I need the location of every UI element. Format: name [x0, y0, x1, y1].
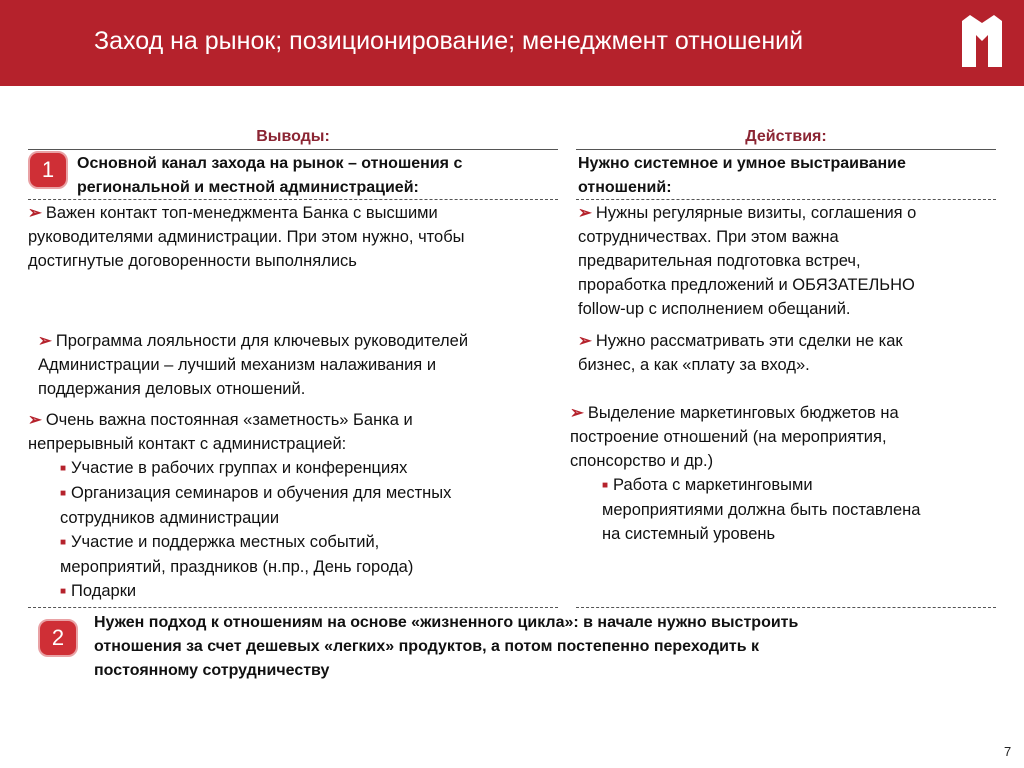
conclusions-heading: Выводы: [256, 128, 330, 145]
page-number: 7 [1004, 744, 1012, 759]
page-title: Заход на рынок; позиционирование; менеджмент отношений [94, 27, 804, 55]
square-bullet-icon: ■ [60, 463, 67, 474]
divider [28, 607, 558, 608]
arrow-bullet-icon: ➢ [578, 332, 592, 350]
arrow-bullet-icon: ➢ [28, 204, 42, 222]
square-bullet-icon: ■ [60, 488, 67, 499]
square-bullet-icon: ■ [60, 586, 67, 597]
arrow-bullet-icon: ➢ [28, 411, 42, 429]
lifecycle-conclusion: Нужен подход к отношениям на основе «жизненного цикла»: в начале нужно выстроить отношения за счет дешевых «легких» продуктов, а потом постепенно переходить к постоянному сотрудничеству [94, 614, 799, 679]
divider [28, 149, 558, 150]
divider [576, 199, 996, 200]
bullet-item: ➢ Важен контакт топ-менеджмента Банка с высшими руководителями администрации. При этом нужно, чтобы достигнутые договоренности выполнялись [28, 204, 465, 270]
section-number-badge: 1 [28, 151, 68, 189]
actions-heading: Действия: [745, 128, 827, 145]
divider [28, 199, 558, 200]
arrow-bullet-icon: ➢ [570, 404, 584, 422]
section-number-badge: 2 [38, 619, 78, 657]
divider [576, 149, 996, 150]
arrow-bullet-icon: ➢ [38, 332, 52, 350]
bullet-item: ➢ Нужно рассматривать эти сделки не как бизнес, а как «плату за вход». [578, 332, 903, 374]
bullet-item: ➢ Выделение маркетинговых бюджетов на построение отношений (на мероприятия, спонсорство и др.) [570, 404, 899, 470]
square-bullet-icon: ■ [602, 480, 609, 491]
bullet-item: ➢ Нужны регулярные визиты, соглашения о сотрудничествах. При этом важна предварительная подготовка встреч, проработка предложений и ОБЯЗАТЕЛЬНО follow-up с исполнением обещаний. [578, 204, 917, 318]
divider [576, 607, 996, 608]
sub-list: ■ Работа с маркетинговыми мероприятиями должна быть поставлена на системный уровень [602, 476, 921, 543]
arrow-bullet-icon: ➢ [578, 204, 592, 222]
title-bar [0, 0, 1024, 86]
bullet-item: ➢ Очень важна постоянная «заметность» Банка и непрерывный контакт с администрацией: [28, 411, 413, 453]
sub-list: ■ Участие в рабочих группах и конференциях ■ Организация семинаров и обучения для местных сотрудников администрации ■ Участие и поддержка местных событий, мероприятий, праздников (н.пр., День города) ■ Подарки [60, 459, 452, 600]
bullet-item: ➢ Программа лояльности для ключевых руководителей Администрации – лучший механизм налаживания и поддержания деловых отношений. [38, 332, 469, 398]
brand-m-logo-icon [962, 15, 1002, 67]
square-bullet-icon: ■ [60, 537, 67, 548]
main-conclusion: Основной канал захода на рынок – отношения с региональной и местной администрацией: [77, 155, 463, 196]
main-action: Нужно системное и умное выстраивание отношений: [578, 155, 906, 196]
